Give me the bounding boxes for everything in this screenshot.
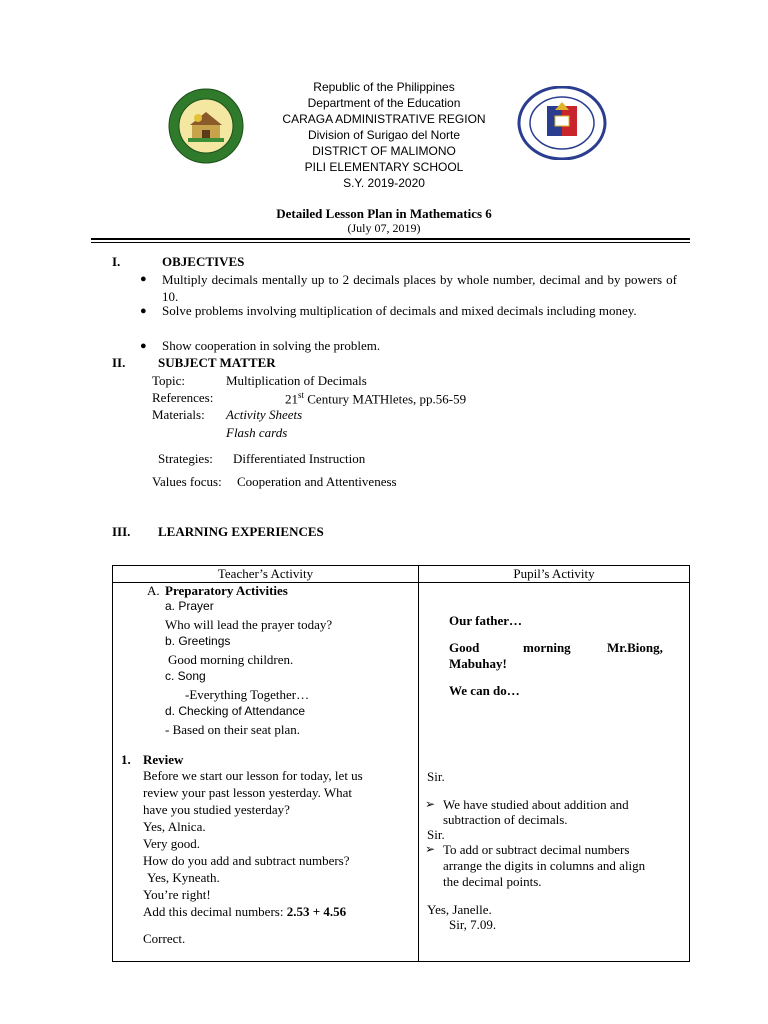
review-line-2: review your past lesson yesterday. What bbox=[143, 785, 353, 800]
arrow-bullet-icon: ➢ bbox=[425, 797, 436, 811]
pupil-greeting-2: morning bbox=[523, 640, 571, 655]
learning-heading: LEARNING EXPERIENCES bbox=[158, 524, 324, 539]
column-header-teacher: Teacher’s Activity bbox=[113, 566, 419, 583]
pupil-greeting-4: Mabuhay! bbox=[449, 656, 507, 671]
pupil-activity-cell bbox=[419, 583, 690, 962]
references-superscript: st bbox=[298, 390, 305, 400]
material-activity-sheets: Activity Sheets bbox=[226, 407, 303, 422]
attendance-label: d. Checking of Attendance bbox=[165, 704, 306, 718]
document-title: Detailed Lesson Plan in Mathematics 6 bbox=[276, 206, 492, 221]
greetings-line: Good morning children. bbox=[168, 652, 294, 667]
prayer-question: Who will lead the prayer today? bbox=[165, 617, 333, 632]
review-line-9 bbox=[143, 904, 346, 920]
teacher-activity-cell bbox=[113, 583, 419, 962]
bullet-icon: ● bbox=[140, 340, 147, 352]
pupil-sir-1: Sir. bbox=[427, 769, 445, 784]
pupil-yes-janelle: Yes, Janelle. bbox=[427, 902, 492, 917]
materials-label: Materials: bbox=[152, 407, 205, 422]
bullet-icon: ● bbox=[140, 305, 147, 317]
pupil-answer-1a: We have studied about addition and bbox=[443, 797, 629, 812]
song-label: c. Song bbox=[165, 669, 206, 683]
pupil-answer-2a: To add or subtract decimal numbers bbox=[443, 842, 630, 857]
review-line-6: How do you add and subtract numbers? bbox=[143, 853, 350, 868]
pupil-song: We can do… bbox=[449, 683, 520, 698]
pupil-greeting-1: Good bbox=[449, 640, 480, 655]
review-number: 1. bbox=[121, 752, 131, 767]
objectives-heading: OBJECTIVES bbox=[162, 254, 245, 269]
title-rule-thick bbox=[91, 238, 690, 240]
header-department: Department of the Education bbox=[307, 96, 461, 110]
document-date: (July 07, 2019) bbox=[347, 221, 421, 235]
references-label: References: bbox=[152, 390, 214, 405]
references-value bbox=[285, 390, 466, 407]
prayer-label: a. Prayer bbox=[165, 599, 214, 613]
learning-activities-table bbox=[112, 565, 690, 962]
header-division: Division of Surigao del Norte bbox=[307, 128, 461, 142]
header-school-year: S.Y. 2019-2020 bbox=[343, 176, 425, 190]
song-title: -Everything Together… bbox=[185, 687, 310, 702]
prep-heading: Preparatory Activities bbox=[165, 583, 288, 598]
title-rule-thin bbox=[91, 242, 690, 243]
learning-number: III. bbox=[112, 524, 131, 539]
header-republic: Republic of the Philippines bbox=[313, 80, 455, 94]
values-focus-value: Cooperation and Attentiveness bbox=[237, 474, 397, 489]
subject-heading: SUBJECT MATTER bbox=[158, 355, 276, 370]
pupil-sir-2: Sir. bbox=[427, 827, 445, 842]
objectives-number: I. bbox=[112, 254, 121, 269]
review-heading: Review bbox=[143, 752, 184, 767]
review-line-5: Very good. bbox=[143, 836, 201, 851]
bullet-icon: ● bbox=[140, 273, 147, 285]
greetings-label: b. Greetings bbox=[165, 634, 231, 648]
objective-item-2: Solve problems involving multiplication of decimals and mixed decimals including money. bbox=[162, 303, 637, 318]
strategies-label: Strategies: bbox=[158, 451, 213, 466]
strategies-value: Differentiated Instruction bbox=[233, 451, 366, 466]
pupil-greeting-3: Mr.Biong, bbox=[607, 640, 663, 655]
pupil-answer-1b: subtraction of decimals. bbox=[443, 812, 568, 827]
review-line-9-text: Add this decimal numbers: bbox=[143, 904, 287, 919]
header-region: CARAGA ADMINISTRATIVE REGION bbox=[282, 112, 486, 126]
review-line-8: You’re right! bbox=[143, 887, 211, 902]
references-title: Century MATHletes, pp.56-59 bbox=[304, 391, 467, 407]
pupil-prayer: Our father… bbox=[449, 613, 523, 628]
arrow-bullet-icon: ➢ bbox=[425, 842, 436, 856]
topic-value: Multiplication of Decimals bbox=[226, 373, 367, 388]
objective-item-3: Show cooperation in solving the problem. bbox=[162, 338, 381, 353]
review-line-9-expression: 2.53 + 4.56 bbox=[286, 904, 347, 919]
review-line-7: Yes, Kyneath. bbox=[147, 870, 220, 885]
topic-label: Topic: bbox=[152, 373, 186, 388]
subject-number: II. bbox=[112, 355, 126, 370]
references-number: 21 bbox=[285, 391, 298, 407]
column-header-pupil: Pupil’s Activity bbox=[419, 566, 690, 583]
review-line-3: have you studied yesterday? bbox=[143, 802, 290, 817]
review-line-10: Correct. bbox=[143, 931, 186, 946]
review-line-1: Before we start our lesson for today, let us bbox=[143, 768, 363, 783]
values-focus-label: Values focus: bbox=[152, 474, 222, 489]
header-school: PILI ELEMENTARY SCHOOL bbox=[304, 160, 464, 174]
prep-letter: A. bbox=[147, 583, 160, 598]
header-district: DISTRICT OF MALIMONO bbox=[312, 144, 456, 158]
review-line-4: Yes, Alnica. bbox=[143, 819, 206, 834]
attendance-note: - Based on their seat plan. bbox=[165, 722, 301, 737]
pupil-answer-2c: the decimal points. bbox=[443, 874, 542, 889]
objective-item-1: Multiply decimals mentally up to 2 decimals places by whole number, decimal and by powers of 10. bbox=[162, 272, 677, 304]
pupil-answer-2b: arrange the digits in columns and align bbox=[443, 858, 646, 873]
material-flash-cards: Flash cards bbox=[226, 425, 288, 440]
pupil-answer-3: Sir, 7.09. bbox=[449, 917, 497, 932]
